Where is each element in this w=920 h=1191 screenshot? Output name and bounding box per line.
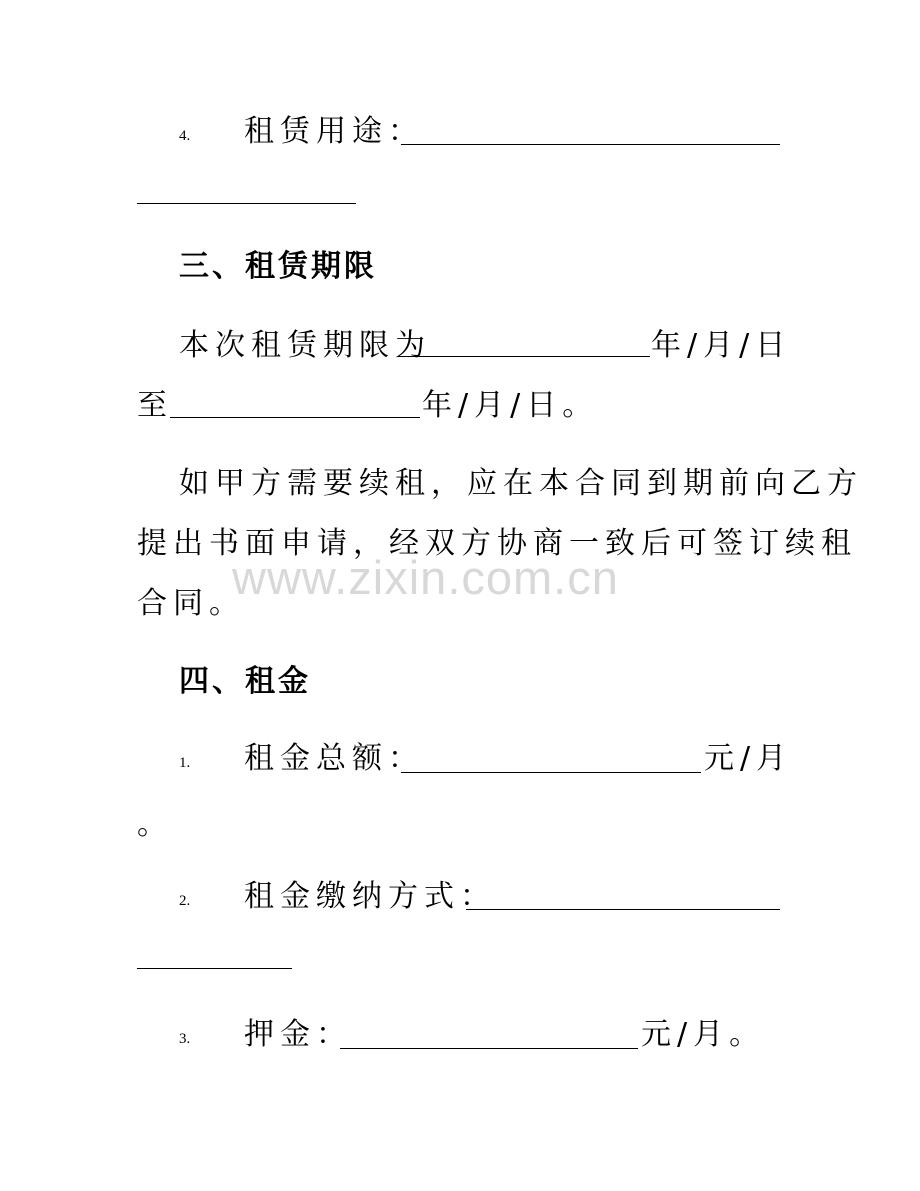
item-number-1: 1.	[179, 755, 191, 771]
item-label-rent-total: 租金总额：	[244, 741, 424, 776]
item-label-payment-method: 租金缴纳方式：	[244, 879, 496, 914]
item-number-3: 3.	[179, 1031, 191, 1047]
payment-method-blank-continued[interactable]	[137, 968, 292, 969]
deposit-suffix: 元/月。	[641, 1017, 766, 1052]
usage-blank-line[interactable]	[401, 144, 780, 145]
usage-blank-line-continued[interactable]	[137, 203, 356, 204]
period-end-suffix: 年/月/日。	[422, 388, 599, 423]
section-heading-rent: 四、租金	[179, 664, 311, 699]
rent-total-tail: 。	[137, 807, 173, 842]
renewal-text-line-1: 如甲方需要续租，应在本合同到期前向乙方	[179, 466, 863, 501]
section-heading-lease-term: 三、租赁期限	[179, 249, 377, 284]
item-number-4: 4.	[179, 128, 191, 144]
period-prefix: 本次租赁期限为	[179, 328, 431, 363]
period-start-suffix: 年/月/日	[651, 328, 792, 363]
rent-total-blank[interactable]	[401, 772, 701, 773]
deposit-blank[interactable]	[340, 1048, 638, 1049]
rent-total-suffix: 元/月	[704, 741, 793, 776]
item-label-deposit: 押金：	[244, 1017, 352, 1052]
item-label-usage: 租赁用途：	[244, 114, 424, 149]
renewal-text-line-2: 提出书面申请，经双方协商一致后可签订续租	[137, 526, 857, 561]
period-start-blank[interactable]	[398, 356, 650, 357]
period-to: 至	[137, 388, 173, 423]
period-end-blank[interactable]	[170, 417, 420, 418]
payment-method-blank[interactable]	[466, 909, 780, 910]
item-number-2: 2.	[179, 893, 191, 909]
renewal-text-line-3: 合同。	[137, 586, 245, 621]
watermark: www.zixin.com.cn	[232, 551, 619, 604]
